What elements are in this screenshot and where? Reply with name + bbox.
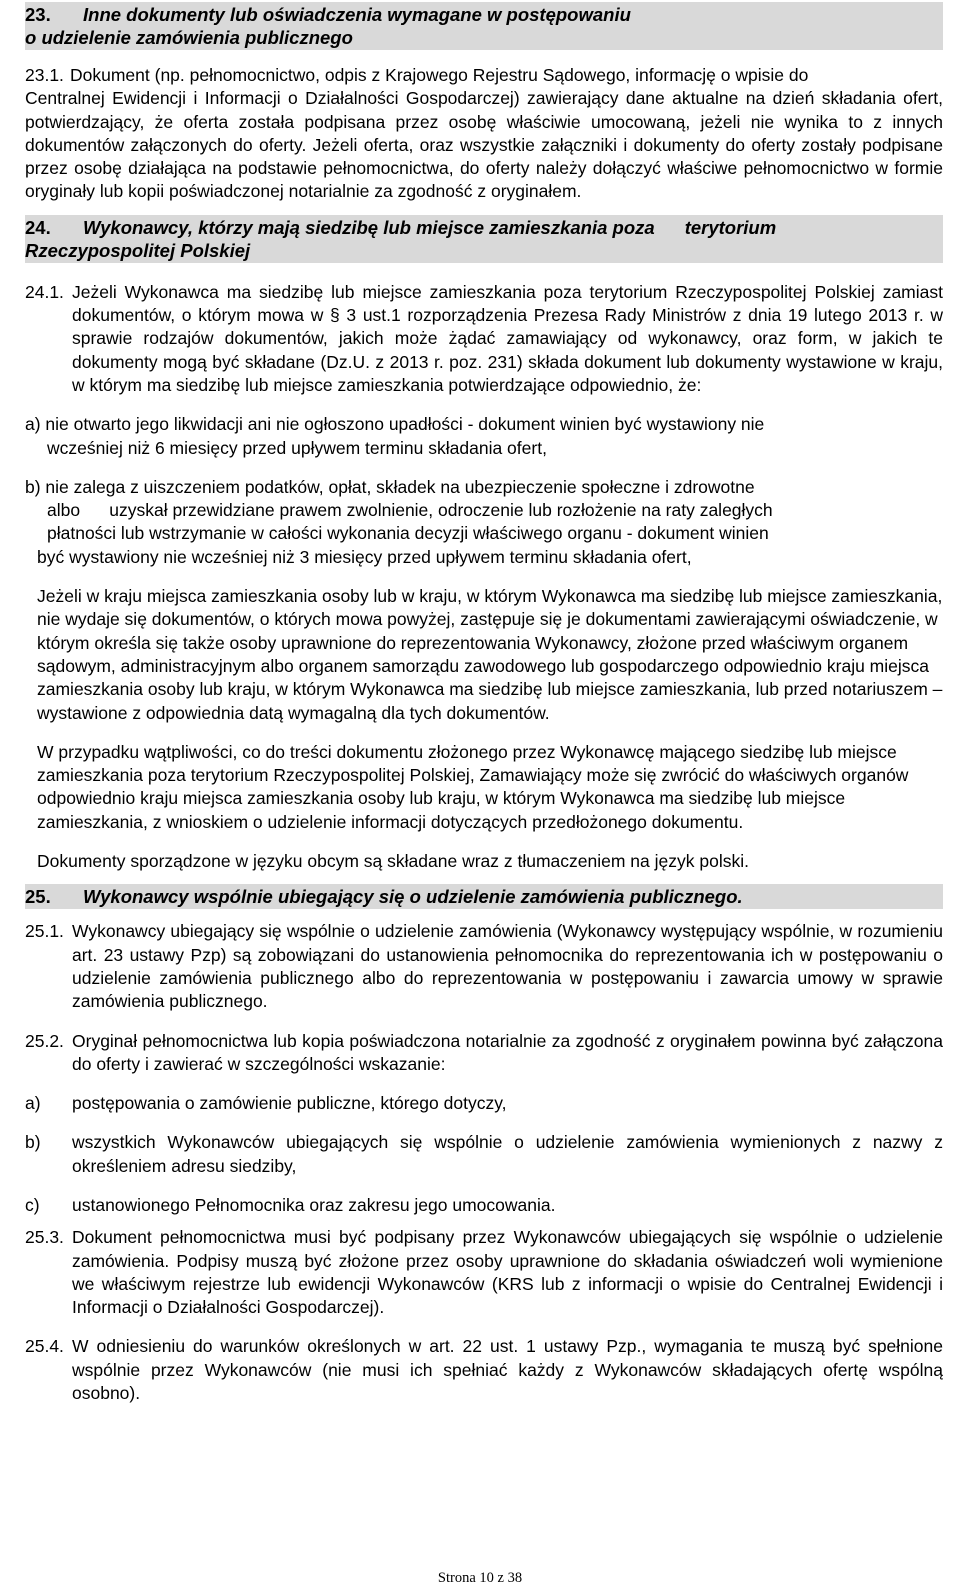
list-item-label: c) — [25, 1194, 40, 1215]
list-item-label: a) — [25, 1093, 41, 1114]
list-item-line: wcześniej niż 6 miesięcy przed upływem terminu składania ofert, — [47, 437, 547, 458]
paragraph-25-1 — [25, 920, 943, 1013]
section-23-heading — [25, 2, 943, 50]
paragraph-25-3 — [25, 1226, 943, 1319]
paragraph-label: 25.4. — [25, 1336, 64, 1357]
section-title-end: terytorium — [684, 216, 777, 238]
list-item-b — [25, 476, 943, 569]
list-item-text: postępowania o zamówienie publiczne, którego dotyczy, — [72, 1093, 507, 1114]
section-25-heading — [25, 884, 943, 909]
section-number: 24. — [25, 216, 51, 238]
paragraph-label: 23.1. — [25, 65, 64, 85]
paragraph-body: Wykonawcy ubiegający się wspólnie o udzielenie zamówienia (Wykonawcy występujący wspólnie, w rozumieniu art. 23 ustawy Pzp) są zobowiązani do ustanowienia pełnomocnika do reprezentowania ich w postępowaniu o udzielenie zamówienia publicznego albo do reprezentowania w postępowaniu i zawarcia umowy w sprawie zamówienia publicznego. — [72, 921, 943, 1012]
section-24-heading — [25, 215, 943, 263]
paragraph-24-abroad: Jeżeli w kraju miejsca zamieszkania osoby lub w kraju, w którym Wykonawca ma siedzibę lub miejsce zamieszkania, nie wydaje się dokumentów, o których mowa powyżej, zastępuje się je dokumentami zawierającymi oświadczenie, w którym określa się także osoby uprawnione do reprezentowania Wykonawcy, złożone przed właściwym organem sądowym, administracyjnym albo organem samorządu zawodowego lub gospodarczego odpowiednio kraju miejsca zamieszkania osoby lub kraju, w którym Wykonawca ma siedzibę lub miejsce zamieszkania, lub przed notariuszem – wystawione z odpowiednia datą wymagalną dla tych dokumentów. — [37, 586, 943, 723]
paragraph-24-1 — [25, 281, 943, 397]
section-title: Inne dokumenty lub oświadczenia wymagane w postępowaniu — [83, 4, 631, 25]
paragraph-first-line: Dokument (np. pełnomocnictwo, odpis z Krajowego Rejestru Sądowego, informację o wpisie do — [70, 65, 809, 85]
document-page — [25, 0, 943, 1405]
list-item-line: być wystawiony nie wcześniej niż 3 miesięcy przed upływem terminu składania ofert, — [37, 546, 692, 567]
paragraph-24-doubts: W przypadku wątpliwości, co do treści dokumentu złożonego przez Wykonawcę mającego siedzibę lub miejsce zamieszkania poza terytorium Rzeczypospolitej Polskiej, Zamawiający może się zwrócić do właściwych organów odpowiednio kraju miejsca zamieszkania osoby lub kraju, w którym Wykonawca ma siedzibę lub miejsce zamieszkania, z wnioskiem o udzielenie informacji dotyczących przedłożonego dokumentu. — [37, 741, 909, 832]
list-item-line: albo uzyskał przewidziane prawem zwolnienie, odroczenie lub rozłożenie na raty zaległych — [47, 500, 773, 521]
section-number: 25. — [25, 886, 51, 908]
list-item-line: płatności lub wstrzymanie w całości wykonania decyzji właściwego organu - dokument winien — [47, 523, 769, 544]
list-item-25-a — [25, 1092, 943, 1115]
paragraph-body: Centralnej Ewidencji i Informacji o Działalności Gospodarczej) zawierający dane aktualne na dzień składania ofert, potwierdzający, że oferta została podpisana przez osobę właściwie umocowaną, jeżeli nie wynika to z innych dokumentów załączonych do oferty. Jeżeli oferta, oraz wszystkie załączniki i dokumenty do oferty zostały podpisane przez osobę działająca na podstawie pełnomocnictwa, do oferty należy dołączyć właściwe pełnomocnictwo w formie oryginały lub kopii poświadczonej notarialnie za zgodność z oryginałem. — [25, 88, 943, 202]
paragraph-body: Oryginał pełnomocnictwa lub kopia poświadczona notarialnie za zgodność z oryginałem powinna być załączona do oferty i zawierać w szczególności wskazanie: — [72, 1030, 943, 1074]
paragraph-23-1 — [25, 64, 943, 204]
paragraph-25-4 — [25, 1335, 943, 1405]
list-item-a — [25, 413, 943, 460]
section-title-cont: o udzielenie zamówienia publicznego — [25, 27, 353, 48]
paragraph-label: 25.3. — [25, 1227, 64, 1248]
paragraph-25-2 — [25, 1030, 943, 1077]
paragraph-label: 24.1. — [25, 281, 64, 302]
section-title: Wykonawcy wspólnie ubiegający się o udzielenie zamówienia publicznego. — [83, 886, 743, 908]
list-item-line: a) nie otwarto jego likwidacji ani nie ogłoszono upadłości - dokument winien być wystawiony nie — [25, 414, 765, 435]
paragraph-24-translation: Dokumenty sporządzone w języku obcym są składane wraz z tłumaczeniem na język polski. — [37, 851, 749, 872]
list-item-25-c — [25, 1194, 943, 1217]
paragraph-label: 25.2. — [25, 1030, 64, 1051]
list-item-25-b — [25, 1131, 943, 1178]
paragraph-body: W odniesieniu do warunków określonych w art. 22 ust. 1 ustawy Pzp., wymagania te muszą być spełnione wspólnie przez Wykonawców (nie musi ich spełniać każdy z Wykonawców składających ofertę wspólną osobno). — [72, 1336, 943, 1404]
section-title-cont: Rzeczypospolitej Polskiej — [25, 239, 251, 261]
page-number: Strona 10 z 38 — [437, 1570, 523, 1586]
paragraph-body: Dokument pełnomocnictwa musi być podpisany przez Wykonawców ubiegających się wspólnie o udzielenie zamówienia. Podpisy muszą być złożone przez osoby uprawnione do składania oświadczeń woli wymienione we właściwym rejestrze lub ewidencji Wykonawców (KRS lub z informacji o wpisie do Centralnej Ewidencji i Informacji o Działalności Gospodarczej). — [72, 1227, 943, 1318]
list-item-text: ustanowionego Pełnomocnika oraz zakresu jego umocowania. — [72, 1194, 556, 1215]
paragraph-body: Jeżeli Wykonawca ma siedzibę lub miejsce zamieszkania poza terytorium Rzeczypospolitej Polskiej zamiast dokumentów, o którym mowa w § 3 ust.1 rozporządzenia Prezesa Rady Ministrów z dnia 19 lutego 2013 r. w sprawie rodzajów dokumentów, jakich może żądać zamawiający od wykonawcy, oraz form, w jakich te dokumenty mogą być składane (Dz.U. z 2013 r. poz. 231) składa dokument lub dokumenty wystawione w kraju, w którym ma siedzibę lub miejsce zamieszkania potwierdzające odpowiednio, że: — [72, 281, 943, 395]
section-title: Wykonawcy, którzy mają siedzibę lub miejsce zamieszkania poza — [83, 216, 655, 238]
list-item-label: b) — [25, 1132, 41, 1153]
paragraph-label: 25.1. — [25, 921, 64, 942]
list-item-text: wszystkich Wykonawców ubiegających się wspólnie o udzielenie zamówienia wymienionych z nazwy z określeniem adresu siedziby, — [72, 1132, 943, 1176]
list-item-line: b) nie zalega z uiszczeniem podatków, opłat, składek na ubezpieczenie społeczne i zdrowotne — [25, 476, 755, 497]
section-number: 23. — [25, 4, 51, 25]
